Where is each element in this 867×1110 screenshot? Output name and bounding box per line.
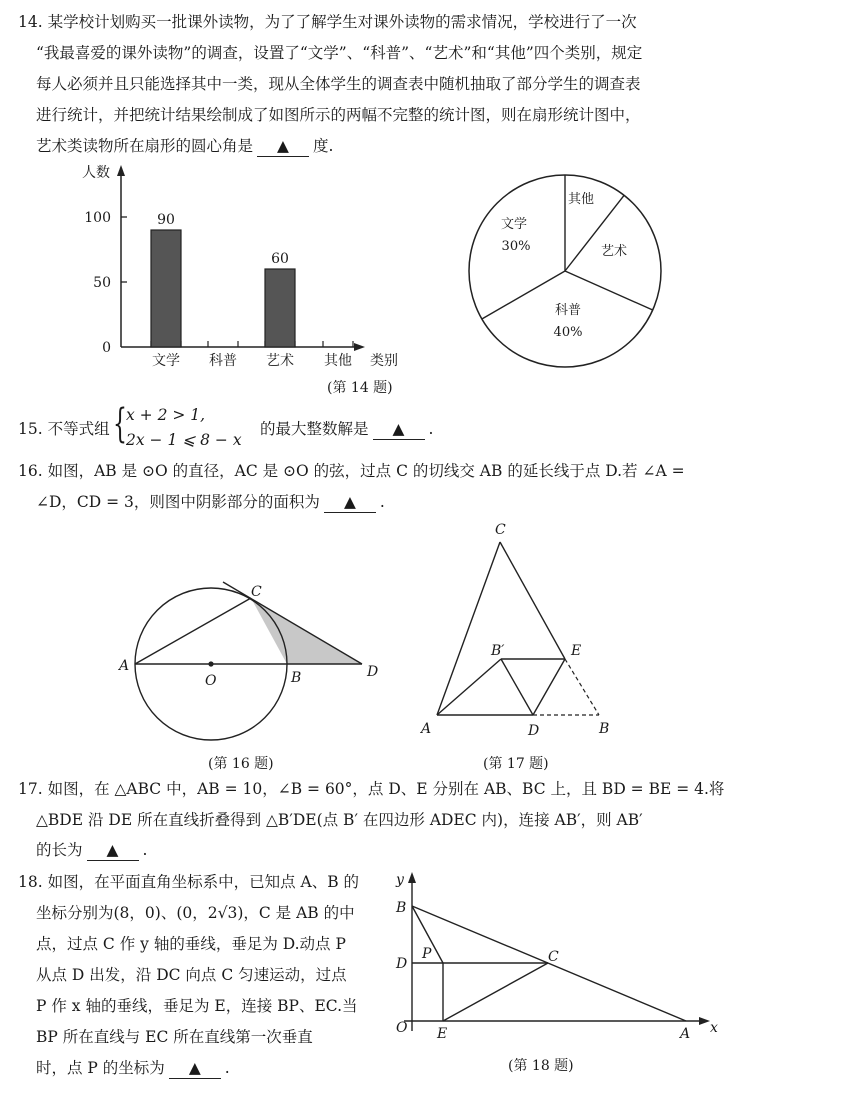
bar-0 xyxy=(151,230,181,347)
q14-line-1: 14. 某学校计划购买一批课外读物，为了了解学生对课外读物的需求情况，学校进行了一次 xyxy=(18,13,637,31)
bar-category-label: 艺术 xyxy=(266,353,294,369)
fig16-label-C: C xyxy=(251,584,262,600)
q17-line-2: △BDE 沿 DE 所在直线折叠得到 △B′DE(点 B′ 在四边形 ADEC 内)，连接 AB′，则 AB′ xyxy=(36,811,643,829)
fig17-label-Bp: B′ xyxy=(491,643,505,659)
pie-value-wenxue: 30% xyxy=(501,239,531,254)
q17-answer-blank: ▲ xyxy=(87,840,139,861)
fig17-line-EB xyxy=(565,659,599,715)
bar-chart-y-tick-label: 100 xyxy=(84,210,111,226)
bar-category-label: 其他 xyxy=(324,353,352,369)
bar-2 xyxy=(265,269,295,347)
q15-inequality-1: x + 2 > 1, xyxy=(126,406,206,424)
q15-brace: { xyxy=(113,401,127,447)
pie-label-yishu: 艺术 xyxy=(600,244,628,259)
q18-line-4: 从点 D 出发，沿 DC 向点 C 匀速运动，过点 xyxy=(36,966,347,984)
q18-line-1: 18. 如图，在平面直角坐标系中，已知点 A、B 的 xyxy=(18,873,360,891)
q18-end: . xyxy=(224,1059,230,1077)
fig17-label-D: D xyxy=(528,723,540,739)
fig17-line-DE xyxy=(533,659,565,715)
bar-chart xyxy=(70,160,420,375)
bar-chart-y-tick-label: 0 xyxy=(102,340,111,356)
q15-end: . xyxy=(428,420,434,438)
q18-answer-blank: ▲ xyxy=(169,1058,221,1079)
fig18-label-P: P xyxy=(422,946,432,962)
bar-category-label: 文学 xyxy=(152,353,180,369)
pie-chart xyxy=(462,168,668,374)
bar-chart-ylabel: 人数 xyxy=(82,165,110,181)
q14-last-suffix: 度. xyxy=(313,137,334,155)
q16-answer-blank: ▲ xyxy=(324,492,376,513)
q18-line-2: 坐标分别为(8，0)、(0，2√3)，C 是 AB 的中 xyxy=(36,904,355,922)
fig18-label-A: A xyxy=(680,1026,691,1042)
fig18-label-D: D xyxy=(396,956,408,972)
pie-value-kepu: 40% xyxy=(553,325,583,340)
fig17-line-AC xyxy=(437,542,500,715)
q15-prefix: 15. 不等式组 xyxy=(18,420,110,438)
q15-suffix: 的最大整数解是 xyxy=(260,420,369,438)
q15-line-end xyxy=(260,419,433,440)
q14-line-4: 进行统计，并把统计结果绘制成了如图所示的两幅不完整的统计图，则在扇形统计图中， xyxy=(36,106,641,124)
fig16-line-AC xyxy=(135,598,251,664)
q17-end: . xyxy=(142,841,148,859)
pie-label-kepu: 科普 xyxy=(554,303,582,318)
q14-line-5 xyxy=(36,136,333,157)
q14-last-prefix: 艺术类读物所在扇形的圆心角是 xyxy=(36,137,254,155)
bar-chart-y-tick-label: 50 xyxy=(93,275,111,291)
q14-answer-blank: ▲ xyxy=(257,136,309,157)
fig18-label-C: C xyxy=(548,949,559,965)
fig17-label-C: C xyxy=(495,522,506,538)
q18-caption: (第 18 题) xyxy=(508,1058,574,1074)
q15-inequality-2: 2x − 1 ⩽ 8 − x xyxy=(126,431,242,449)
pie-label-wenxue: 文学 xyxy=(500,217,528,232)
q17-line-3 xyxy=(36,840,147,861)
q17-line-1: 17. 如图，在 △ABC 中，AB = 10，∠B = 60°，点 D、E 分别在 AB、BC 上，且 BD = BE = 4.将 xyxy=(18,780,725,798)
fig16-label-O: O xyxy=(205,673,217,689)
pie-slice-boundary-3 xyxy=(482,271,565,319)
bar-chart-x-arrow xyxy=(354,343,365,351)
fig17-label-A: A xyxy=(421,721,432,737)
q14-line-2: “我最喜爱的课外读物”的调查，设置了“文学”、“科普”、“艺术”和“其他”四个类别，规定 xyxy=(36,44,643,62)
fig16-label-D: D xyxy=(367,664,379,680)
fig18-label-E: E xyxy=(437,1026,448,1042)
q17-line3-prefix: 的长为 xyxy=(36,841,83,859)
q18-line-7 xyxy=(36,1058,230,1079)
q16-caption: (第 16 题) xyxy=(208,756,274,772)
fig17-label-B: B xyxy=(599,721,610,737)
q16-line2-prefix: ∠D，CD = 3，则图中阴影部分的面积为 xyxy=(36,493,320,511)
fig18-y-arrow xyxy=(408,872,416,883)
q16-line-1: 16. 如图，AB 是 ⊙O 的直径，AC 是 ⊙O 的弦，过点 C 的切线交 AB 的延长线于点 D.若 ∠A = xyxy=(18,462,685,480)
q18-line-5: P 作 x 轴的垂线，垂足为 E，连接 BP、EC.当 xyxy=(36,997,358,1015)
q14-caption: (第 14 题) xyxy=(327,380,393,396)
fig16-label-A: A xyxy=(119,658,130,674)
figure-16 xyxy=(115,580,395,740)
fig17-label-E: E xyxy=(571,643,582,659)
fig17-line-CE xyxy=(500,542,565,659)
bar-chart-xlabel: 类别 xyxy=(370,353,398,369)
bar-data-label: 60 xyxy=(271,251,289,267)
q16-end: . xyxy=(379,493,385,511)
fig18-label-x: x xyxy=(710,1020,718,1036)
fig16-label-B: B xyxy=(291,670,302,686)
fig17-line-BpD xyxy=(501,659,533,715)
fig16-center-dot xyxy=(208,661,213,666)
fig18-line-EC xyxy=(443,963,548,1021)
bar-category-label: 科普 xyxy=(209,353,237,369)
q18-line-3: 点，过点 C 作 y 轴的垂线，垂足为 D.动点 P xyxy=(36,935,346,953)
pie-label-qita: 其他 xyxy=(567,192,595,207)
q17-caption: (第 17 题) xyxy=(483,756,549,772)
bar-data-label: 90 xyxy=(157,212,175,228)
q15-answer-blank: ▲ xyxy=(373,419,425,440)
fig18-label-B: B xyxy=(396,900,407,916)
fig18-x-arrow xyxy=(699,1017,710,1025)
q14-line-3: 每人必须并且只能选择其中一类，现从全体学生的调查表中随机抽取了部分学生的调查表 xyxy=(36,75,641,93)
figure-17 xyxy=(415,518,620,740)
fig18-label-O: O xyxy=(396,1020,408,1036)
q18-last-prefix: 时，点 P 的坐标为 xyxy=(36,1059,165,1077)
bar-chart-y-arrow xyxy=(117,165,125,176)
q18-line-6: BP 所在直线与 EC 所在直线第一次垂直 xyxy=(36,1028,313,1046)
q16-line-2 xyxy=(36,492,385,513)
figure-18 xyxy=(390,866,730,1041)
fig18-label-y: y xyxy=(396,872,404,888)
